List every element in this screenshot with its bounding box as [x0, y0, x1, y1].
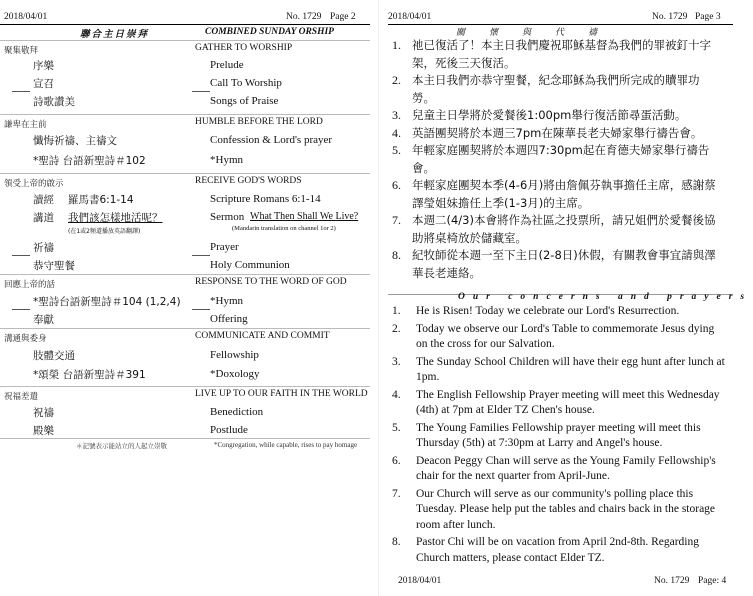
- section-title-zh: 回應上帝的話: [4, 280, 56, 290]
- section-end-mark: [12, 309, 30, 310]
- order-item-zh: 宣召: [33, 78, 54, 90]
- sermon-note-zh: (在1或2頻道播放英語翻譯): [68, 228, 141, 235]
- section-end-mark: [12, 91, 30, 92]
- title-en: COMBINED SUNDAY ORSHIP: [205, 27, 334, 37]
- section-title-en: HUMBLE BEFORE THE LORD: [195, 117, 323, 127]
- section-title-en: LIVE UP TO OUR FAITH IN THE WORLD: [195, 389, 368, 399]
- concerns-list-en: [388, 304, 728, 568]
- concern-item-en: 5. The Young Families Fellowship prayer meeting will meet this Thursday (5th) at 7:30pm at Larry and Angel's house.: [392, 421, 701, 449]
- concern-item-en: 8. Pastor Chi will be on vacation from April 2nd-8th. Regarding Church matters, please contact Elder TZ.: [392, 536, 699, 564]
- footer-issue: No. 1729: [654, 576, 690, 586]
- order-item-zh: *頌榮 台語新聖詩＃391: [33, 369, 146, 381]
- concern-item-en: 6. Deacon Peggy Chan will serve as the Young Family Fellowship's chair for the next quarter from April-June.: [392, 454, 716, 482]
- sermon-label-en: Sermon: [210, 211, 245, 223]
- section-title-zh: 祝福差遣: [4, 392, 39, 402]
- concern-item-zh: 6. 年輕家庭團契本季(4-6月)將由詹佩芬執事擔任主席，感謝蔡譯瑩姐妹擔任上季(1-3月)的主席。: [392, 178, 716, 210]
- page-fold: [378, 0, 379, 596]
- section-communicate: [0, 328, 370, 344]
- order-item-en: *Hymn: [210, 295, 243, 307]
- concern-item-zh: 5. 年輕家庭團契將於本週四7:30pm起在育德夫婦家舉行禱告會。: [392, 143, 710, 175]
- concerns-list-zh: [388, 37, 718, 282]
- section-gather: [0, 40, 370, 56]
- concern-item-en: 7. Our Church will serve as our community's polling place this Tuesday. Please help put the tables and chairs back in the storage room after lunch.: [392, 487, 716, 531]
- concerns-page: [388, 0, 753, 596]
- order-item-en: Prayer: [210, 241, 239, 253]
- sermon-note-en: (Mandarin translation on channel 1or 2): [232, 225, 336, 232]
- order-item-en: Offering: [210, 313, 248, 325]
- order-item-en: Postlude: [210, 424, 248, 436]
- concern-item-zh: 1. 祂已復活了！本主日我們慶祝耶穌基督為我們的罪被釘十字架，死後三天復活。: [392, 38, 711, 70]
- order-item-zh: 奉獻: [33, 314, 54, 326]
- section-title-en: RESPONSE TO THE WORD OF GOD: [195, 277, 347, 287]
- section-end-mark: [12, 255, 30, 256]
- title-zh: 聯合主日崇拜: [80, 29, 150, 40]
- section-title-zh: 領受上帝的啟示: [4, 179, 64, 189]
- order-item-zh: 恭守聖餐: [33, 260, 75, 272]
- order-item-zh: 序樂: [33, 60, 54, 72]
- concern-item-zh: 2. 本主日我們亦恭守聖餐，紀念耶穌為我們所完成的贖罪功勞。: [392, 73, 700, 105]
- sermon-label-zh: 講道: [33, 212, 54, 224]
- concerns-title-zh: 關懷與代禱: [456, 28, 622, 38]
- header-date: 2018/04/01: [388, 12, 432, 22]
- footnote-en: *Congregation, while capable, rises to pay homage: [214, 441, 358, 449]
- concern-item-en: 2. Today we observe our Lord's Table to commemorate Jesus dying on the cross for our Salvation.: [392, 322, 715, 350]
- order-item-zh: 祝禱: [33, 407, 54, 419]
- order-item-en: Prelude: [210, 59, 244, 71]
- header-issue: No. 1729: [286, 12, 322, 22]
- section-title-en: COMMUNICATE AND COMMIT: [195, 331, 330, 341]
- order-item-en: *Hymn: [210, 154, 243, 166]
- concern-item-zh: 4. 英語團契將於本週三7pm在陳華長老夫婦家舉行禱告會。: [392, 125, 703, 140]
- order-item-en: Confession & Lord's prayer: [210, 134, 333, 146]
- concern-item-zh: 8. 紀牧師從本週一至下主日(2-8日)休假，有關教會事宜請與澤華長老連絡。: [392, 248, 716, 280]
- order-item-zh: *聖詩台語新聖詩＃104 (1,2,4): [33, 296, 181, 308]
- section-title-zh: 謙卑在主前: [4, 120, 47, 130]
- concern-item-zh: 7. 本週二(4/3)本會將作為社區之投票所，請兄姐們於愛餐後協助將桌椅放於儲藏室。: [392, 213, 716, 245]
- header-page: Page 2: [330, 12, 356, 22]
- concerns-title-en: Our concerns and prayers: [458, 292, 753, 302]
- section-humble: [0, 114, 370, 130]
- order-item-en: Call To Worship: [210, 77, 282, 89]
- section-title-zh: 溝通與委身: [4, 334, 47, 344]
- footnote-zh: ＊記號表示能站立的人起立崇敬: [76, 442, 167, 450]
- concern-item-en: 3. The Sunday School Children will have their egg hunt after lunch at 1pm.: [392, 355, 725, 383]
- concern-item-en: 1. He is Risen! Today we celebrate our Lord's Resurrection.: [392, 305, 680, 317]
- reading-en: Scripture Romans 6:1-14: [210, 193, 321, 205]
- order-item-zh: 懺悔祈禱、主禱文: [33, 135, 117, 147]
- section-response: [0, 274, 370, 290]
- order-item-zh: *聖詩 台語新聖詩＃102: [33, 155, 146, 167]
- reading-label-zh: 讀經: [33, 194, 54, 206]
- header-page: Page 3: [695, 12, 721, 22]
- section-end-mark: [192, 91, 210, 92]
- order-item-en: Fellowship: [210, 349, 259, 361]
- concern-item-zh: 3. 兒童主日學將於愛餐後1:00pm舉行復活節尋蛋活動。: [392, 108, 687, 122]
- order-item-en: *Doxology: [210, 368, 260, 380]
- section-title-en: GATHER TO WORSHIP: [195, 43, 293, 53]
- section-end-mark: [192, 255, 210, 256]
- header-rule: [0, 24, 370, 25]
- footer-rule: [0, 438, 370, 439]
- section-receive: [0, 173, 370, 189]
- order-item-en: Benediction: [210, 406, 264, 418]
- order-of-worship-page: [0, 0, 370, 596]
- header-issue: No. 1729: [652, 12, 688, 22]
- section-live-up: [0, 386, 370, 402]
- section-title-en: RECEIVE GOD'S WORDS: [195, 176, 302, 186]
- footer-date: 2018/04/01: [398, 576, 442, 586]
- sermon-title-zh: 我們該怎樣地活呢？: [68, 212, 163, 224]
- footer-page: Page: 4: [698, 576, 727, 586]
- sermon-title-en: What Then Shall We Live?: [250, 211, 359, 222]
- order-item-en: Songs of Praise: [210, 95, 279, 107]
- header-date: 2018/04/01: [4, 12, 48, 22]
- section-title-zh: 聚集敬拜: [4, 46, 39, 56]
- section-end-mark: [192, 309, 210, 310]
- concern-item-en: 4. The English Fellowship Prayer meeting will meet this Wednesday (4th) at 7pm at Elder TZ Chen's house.: [392, 388, 720, 416]
- order-item-zh: 肢體交通: [33, 350, 75, 362]
- order-item-zh: 詩歌讚美: [33, 96, 75, 108]
- order-item-en: Holy Communion: [210, 259, 290, 271]
- order-item-zh: 殿樂: [33, 425, 54, 437]
- reading-zh: 羅馬書6:1-14: [68, 194, 134, 206]
- order-item-zh: 祈禱: [33, 242, 54, 254]
